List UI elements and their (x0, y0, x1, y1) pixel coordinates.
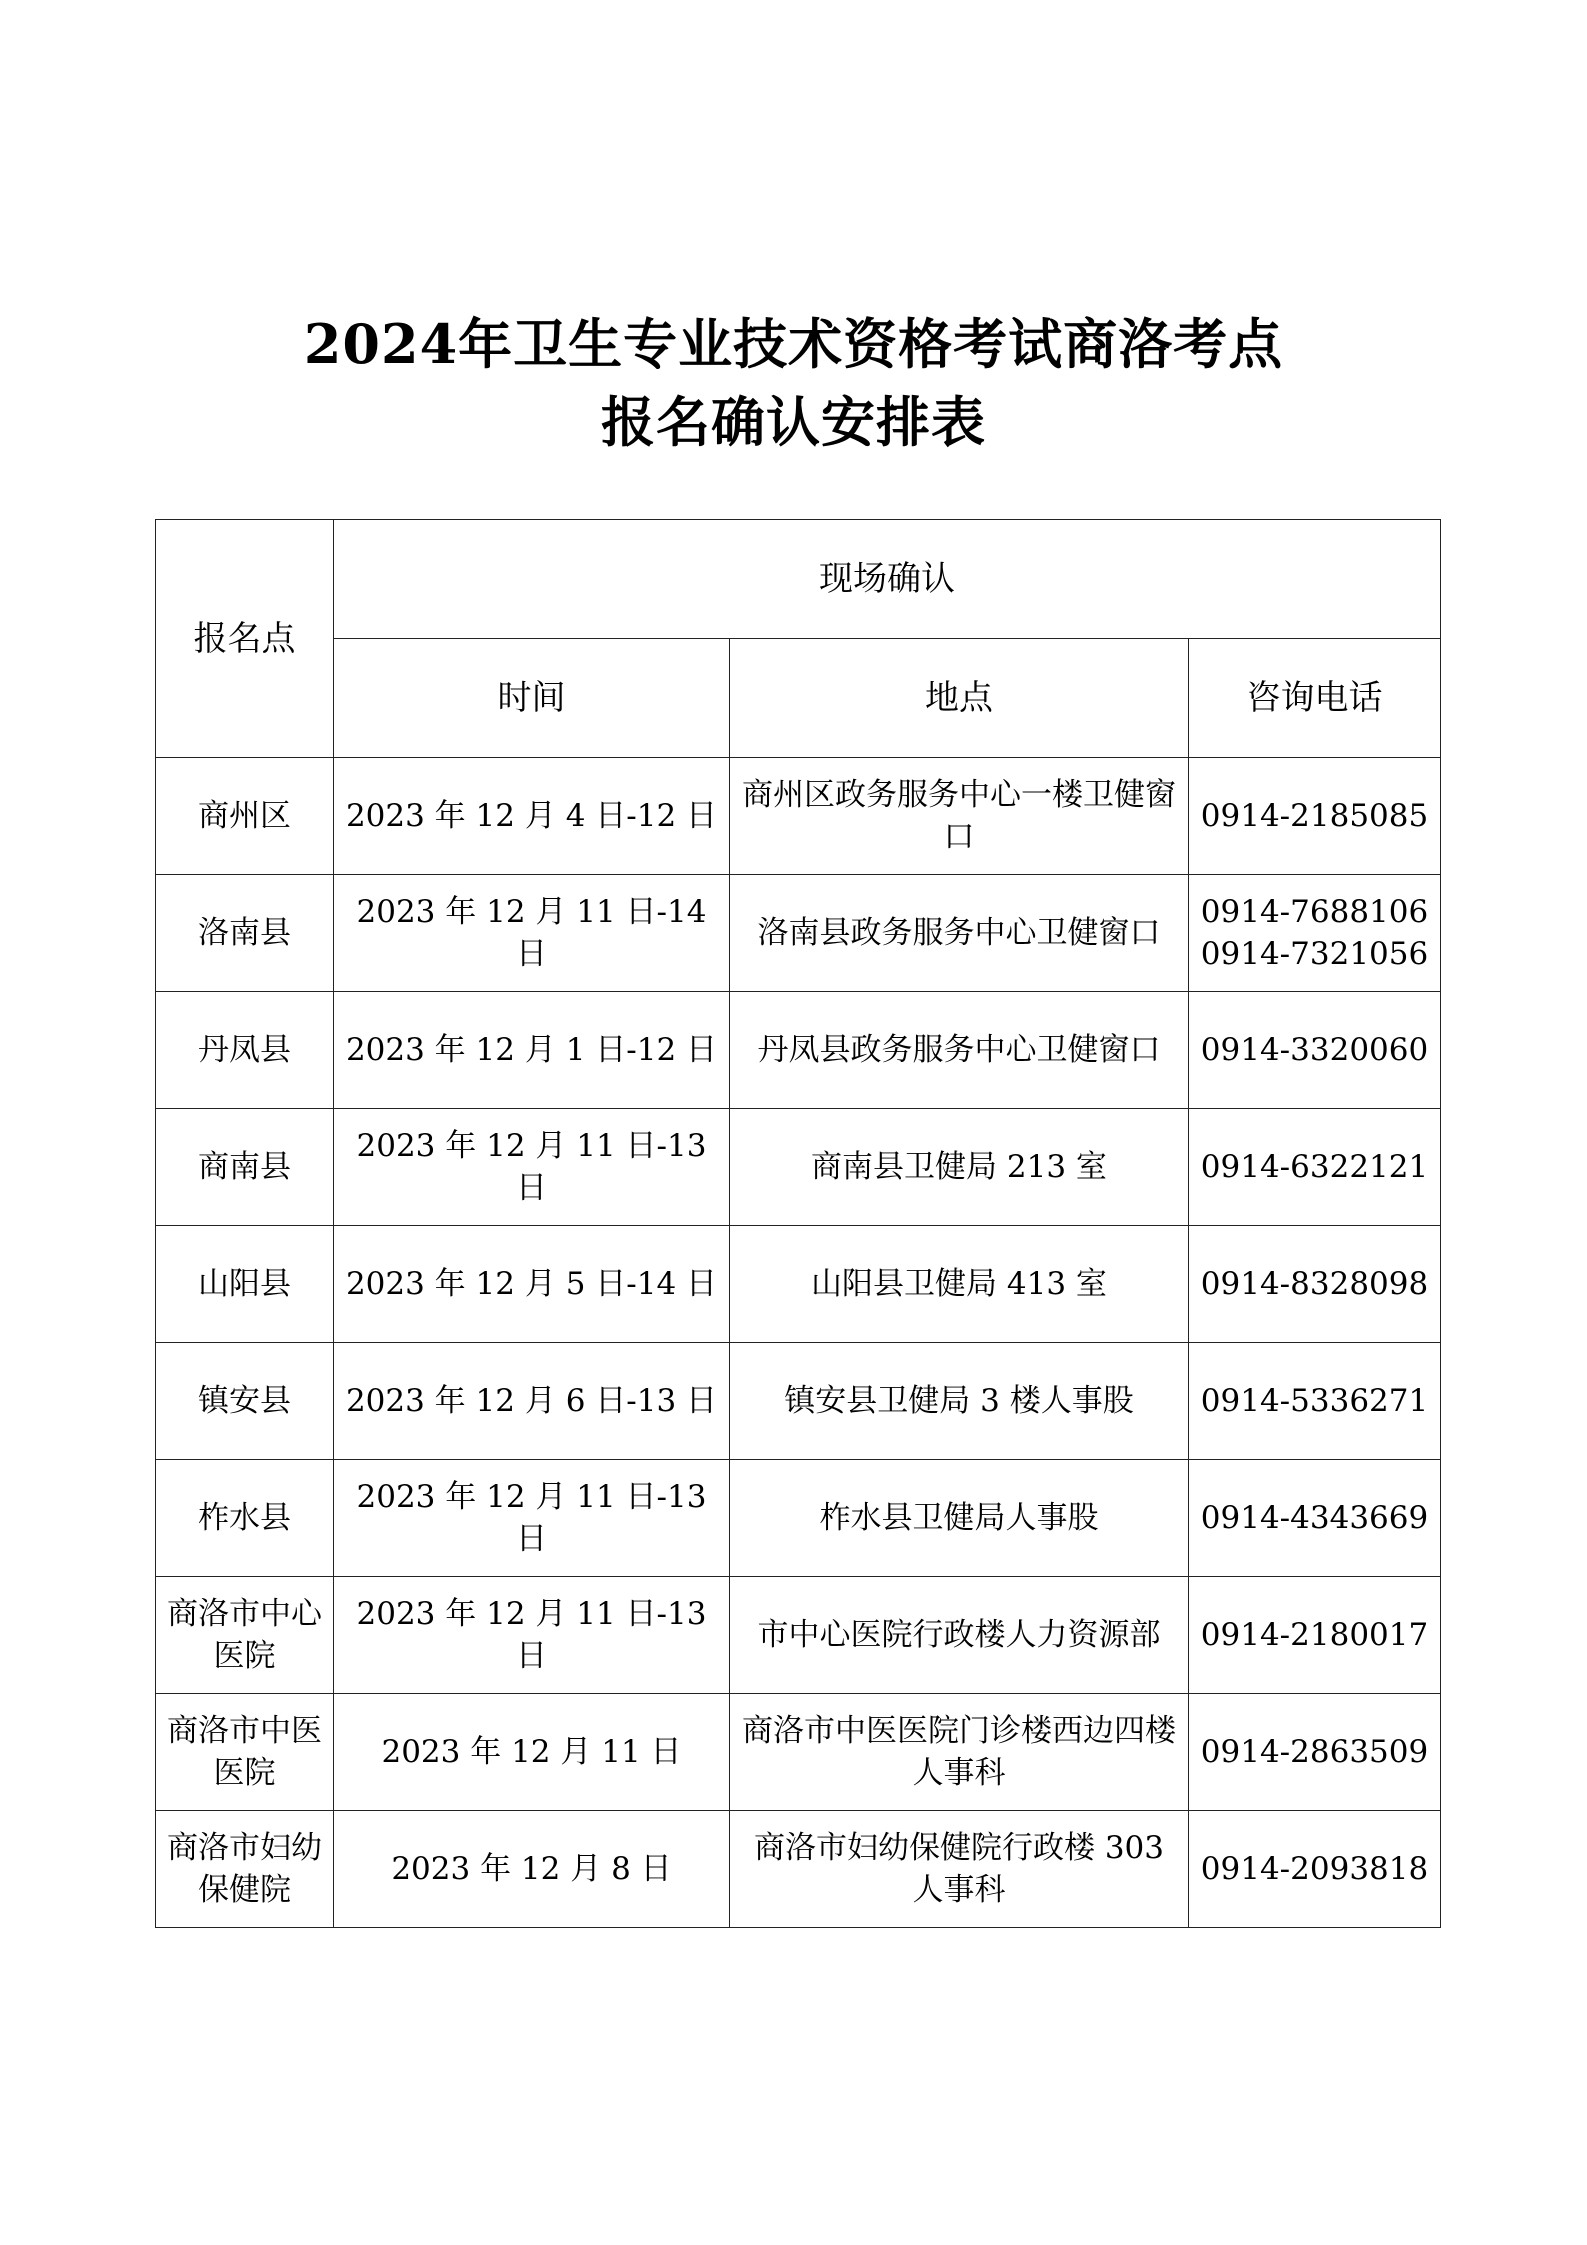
cell-time: 2023 年 12 月 5 日-14 日 (334, 1226, 730, 1343)
cell-location: 洛南县政务服务中心卫健窗口 (730, 875, 1189, 992)
cell-site: 柞水县 (156, 1460, 334, 1577)
table-row (156, 758, 1441, 875)
cell-time: 2023 年 12 月 11 日-14 日 (334, 875, 730, 992)
cell-site: 洛南县 (156, 875, 334, 992)
cell-time: 2023 年 12 月 1 日-12 日 (334, 992, 730, 1109)
cell-site: 山阳县 (156, 1226, 334, 1343)
cell-phone: 0914-2180017 (1189, 1577, 1441, 1694)
table-row (156, 1577, 1441, 1694)
header-location: 地点 (730, 639, 1189, 758)
table-row (156, 1109, 1441, 1226)
table-row (156, 992, 1441, 1109)
page-title (0, 305, 1587, 461)
cell-location: 商南县卫健局 213 室 (730, 1109, 1189, 1226)
table-row (156, 1460, 1441, 1577)
cell-site: 商洛市中心医院 (156, 1577, 334, 1694)
cell-location: 柞水县卫健局人事股 (730, 1460, 1189, 1577)
table-row (156, 1811, 1441, 1928)
cell-site: 商南县 (156, 1109, 334, 1226)
header-row-1 (156, 520, 1441, 639)
title-line-2: 报名确认安排表 (601, 390, 986, 454)
cell-location: 山阳县卫健局 413 室 (730, 1226, 1189, 1343)
cell-phone: 0914-2863509 (1189, 1694, 1441, 1811)
cell-site: 商洛市妇幼保健院 (156, 1811, 334, 1928)
cell-site: 镇安县 (156, 1343, 334, 1460)
cell-location: 商洛市中医医院门诊楼西边四楼人事科 (730, 1694, 1189, 1811)
cell-phone: 0914-3320060 (1189, 992, 1441, 1109)
table-row (156, 1343, 1441, 1460)
cell-phone: 0914-2185085 (1189, 758, 1441, 875)
header-time: 时间 (334, 639, 730, 758)
header-phone: 咨询电话 (1189, 639, 1441, 758)
cell-phone: 0914-4343669 (1189, 1460, 1441, 1577)
registration-schedule-table (155, 519, 1441, 1928)
table-row (156, 1694, 1441, 1811)
cell-location: 商州区政务服务中心一楼卫健窗口 (730, 758, 1189, 875)
table-row (156, 875, 1441, 992)
cell-location: 市中心医院行政楼人力资源部 (730, 1577, 1189, 1694)
cell-time: 2023 年 12 月 6 日-13 日 (334, 1343, 730, 1460)
cell-phone: 0914-6322121 (1189, 1109, 1441, 1226)
header-site: 报名点 (156, 520, 334, 758)
cell-time: 2023 年 12 月 11 日-13 日 (334, 1577, 730, 1694)
cell-site: 丹凤县 (156, 992, 334, 1109)
cell-time: 2023 年 12 月 4 日-12 日 (334, 758, 730, 875)
cell-site: 商州区 (156, 758, 334, 875)
cell-phone: 0914-7688106 0914-7321056 (1189, 875, 1441, 992)
table-row (156, 1226, 1441, 1343)
cell-time: 2023 年 12 月 8 日 (334, 1811, 730, 1928)
header-row-2 (156, 639, 1441, 758)
cell-time: 2023 年 12 月 11 日 (334, 1694, 730, 1811)
header-onsite-confirmation: 现场确认 (334, 520, 1441, 639)
cell-phone: 0914-8328098 (1189, 1226, 1441, 1343)
cell-location: 丹凤县政务服务中心卫健窗口 (730, 992, 1189, 1109)
cell-time: 2023 年 12 月 11 日-13 日 (334, 1460, 730, 1577)
cell-location: 商洛市妇幼保健院行政楼 303 人事科 (730, 1811, 1189, 1928)
title-line-1: 2024年卫生专业技术资格考试商洛考点 (303, 312, 1284, 376)
cell-phone: 0914-5336271 (1189, 1343, 1441, 1460)
cell-location: 镇安县卫健局 3 楼人事股 (730, 1343, 1189, 1460)
cell-time: 2023 年 12 月 11 日-13 日 (334, 1109, 730, 1226)
cell-site: 商洛市中医医院 (156, 1694, 334, 1811)
cell-phone: 0914-2093818 (1189, 1811, 1441, 1928)
